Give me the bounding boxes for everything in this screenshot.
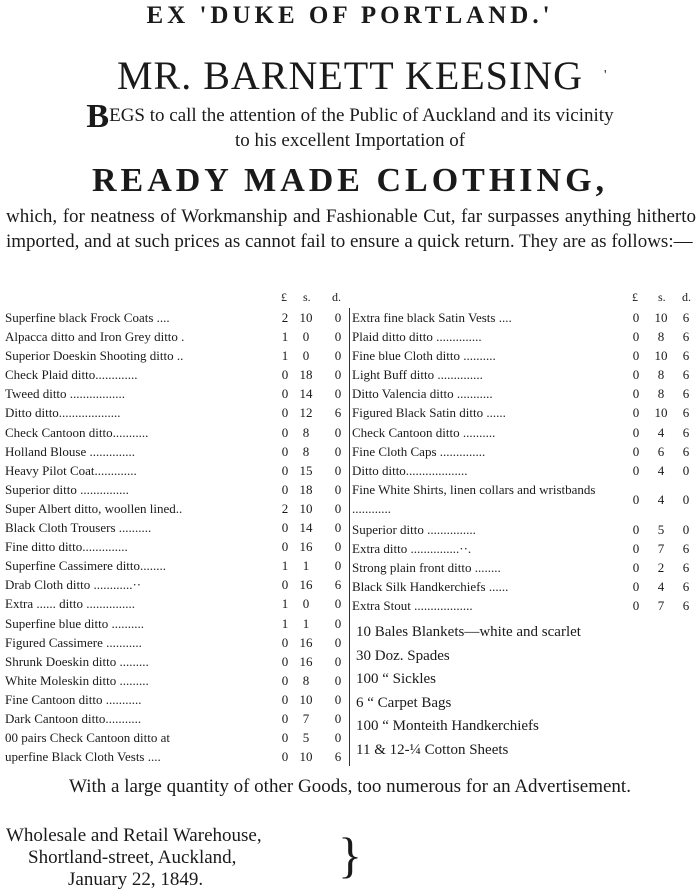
price-shillings: 2	[657, 560, 665, 576]
item-name: Plaid ditto ditto ..............	[352, 329, 482, 345]
intro-line-1: EGS to call the attention of the Public of Auckland and its vicinity	[109, 105, 614, 126]
price-pence: 0	[334, 310, 342, 325]
price-pounds: 0	[281, 634, 289, 650]
price-pounds: 0	[632, 521, 640, 537]
price-row	[5, 575, 348, 594]
price-row	[352, 520, 700, 539]
price-row	[352, 403, 700, 422]
price-shillings: 14	[299, 386, 313, 402]
price-pence: 6	[334, 749, 342, 765]
item-name: Ditto ditto...................	[352, 462, 468, 478]
price-pence: 6	[682, 348, 690, 364]
price-shillings: 14	[299, 520, 313, 536]
price-shillings: 8	[302, 443, 310, 459]
price-pounds: 0	[632, 405, 640, 421]
price-pence: 6	[682, 405, 690, 421]
item-name: Superfine blue ditto ..........	[5, 615, 145, 631]
price-shillings: 8	[302, 424, 310, 440]
item-name: Figured Black Satin ditto ......	[352, 405, 506, 421]
price-pence: 0	[334, 348, 342, 364]
price-pounds: 0	[281, 691, 289, 707]
item-name: Light Buff ditto ..............	[352, 367, 483, 383]
intro-text	[4, 98, 696, 153]
price-shillings: 10	[299, 749, 313, 765]
price-pounds: 0	[281, 749, 289, 765]
price-row	[5, 652, 348, 671]
price-pounds: 0	[632, 367, 640, 383]
item-name: White Moleskin ditto .........	[5, 672, 149, 688]
price-shillings: 18	[299, 481, 313, 497]
price-pence: 0	[334, 329, 342, 345]
price-pounds: 0	[281, 481, 289, 497]
price-shillings: 4	[657, 491, 665, 507]
item-name: Superior ditto ...............	[352, 521, 476, 537]
item-name: uperfine Black Cloth Vests ....	[5, 749, 161, 765]
price-pounds: 0	[632, 491, 640, 507]
item-name: Tweed ditto .................	[5, 386, 126, 402]
item-name: Super Albert ditto, woollen lined..	[5, 500, 183, 516]
item-name: Check Cantoon ditto...........	[5, 424, 149, 440]
price-pence: 0	[334, 424, 342, 440]
price-row	[352, 596, 700, 615]
price-row	[5, 728, 348, 747]
item-name: Fine blue Cloth ditto ..........	[352, 348, 496, 364]
price-row	[352, 346, 700, 365]
shillings-header: s.	[303, 290, 311, 304]
footer-line-3: January 22, 1849.	[68, 869, 204, 890]
price-row	[5, 480, 348, 499]
price-pounds: 0	[281, 577, 289, 593]
price-row	[5, 690, 348, 709]
price-shillings: 0	[302, 329, 310, 345]
misc-goods-item: 10 Bales Blankets—white and scarlet	[356, 624, 581, 641]
price-pounds: 0	[281, 462, 289, 478]
misc-goods-item: 11 & 12-¼ Cotton Sheets	[356, 741, 509, 758]
price-pence: 0	[682, 462, 690, 478]
price-header-right	[352, 290, 700, 308]
price-pence: 0	[334, 653, 342, 669]
price-shillings: 10	[299, 310, 313, 325]
price-shillings: 1	[302, 558, 310, 574]
merchant-name: MR. BARNETT KEESING	[116, 53, 584, 98]
item-name: Extra ditto ...............··.	[352, 540, 472, 556]
headline: READY MADE CLOTHING,	[91, 162, 609, 199]
item-name: 00 pairs Check Cantoon ditto at	[5, 730, 171, 746]
price-pence: 6	[682, 560, 690, 576]
price-pounds: 0	[281, 386, 289, 402]
price-pounds: 1	[281, 615, 289, 631]
intro-line-2: to his excellent Importation of	[234, 130, 466, 151]
price-pounds: 0	[281, 443, 289, 459]
item-name: Check Cantoon ditto ..........	[352, 424, 496, 440]
price-row	[352, 384, 700, 403]
item-name: Fine ditto ditto..............	[5, 539, 128, 555]
price-shillings: 5	[657, 521, 665, 537]
misc-goods-list	[352, 621, 700, 762]
price-row	[5, 671, 348, 690]
stray-mark: '	[604, 68, 607, 83]
price-pounds: 0	[632, 462, 640, 478]
price-row	[5, 556, 348, 575]
price-shillings: 16	[299, 634, 313, 650]
price-shillings: 10	[299, 691, 313, 707]
price-pounds: 0	[632, 329, 640, 345]
price-shillings: 5	[302, 730, 310, 746]
price-pence: 6	[682, 443, 690, 459]
price-shillings: 10	[299, 500, 313, 516]
misc-goods-item: 6 “ Carpet Bags	[356, 694, 452, 711]
price-pounds: 0	[632, 424, 640, 440]
price-row	[5, 709, 348, 728]
item-name: Dark Cantoon ditto...........	[5, 710, 142, 726]
price-pence: 0	[682, 491, 690, 507]
price-shillings: 4	[657, 462, 665, 478]
left-column	[5, 290, 348, 766]
price-pounds: 0	[281, 653, 289, 669]
brace-glyph: }	[338, 827, 362, 883]
price-pounds: 0	[281, 424, 289, 440]
price-pence: 6	[682, 598, 690, 614]
price-pounds: 0	[632, 348, 640, 364]
price-pounds: 1	[281, 329, 289, 345]
pence-header: d.	[682, 290, 691, 304]
price-pence: 0	[334, 500, 342, 516]
price-pence: 0	[334, 367, 342, 383]
misc-goods-item: 100 “ Monteith Handkerchiefs	[356, 718, 539, 735]
ship-heading: EX 'DUKE OF PORTLAND.'	[146, 2, 554, 29]
price-pounds: 0	[632, 598, 640, 614]
price-row	[5, 499, 348, 518]
column-divider	[349, 308, 350, 766]
price-shillings: 12	[299, 405, 313, 421]
price-row	[352, 365, 700, 384]
right-item-list	[352, 308, 700, 615]
price-pence: 0	[334, 462, 342, 478]
pence-header: d.	[332, 290, 341, 304]
price-shillings: 16	[299, 577, 313, 593]
price-shillings: 7	[657, 540, 665, 556]
price-row	[5, 442, 348, 461]
price-shillings: 8	[657, 367, 665, 383]
price-row	[5, 308, 348, 327]
price-pence: 0	[334, 481, 342, 497]
price-shillings: 10	[654, 405, 668, 421]
price-pence: 0	[334, 539, 342, 555]
price-row	[352, 423, 700, 442]
price-pounds: 0	[281, 730, 289, 746]
price-pence: 6	[682, 579, 690, 595]
item-name: Heavy Pilot Coat.............	[5, 462, 137, 478]
price-row	[5, 594, 348, 613]
right-column	[352, 290, 700, 762]
price-shillings: 7	[302, 710, 310, 726]
price-pounds: 0	[281, 405, 289, 421]
price-row	[352, 461, 700, 480]
item-name: Superfine Cassimere ditto........	[5, 558, 167, 574]
price-pence: 6	[334, 405, 342, 421]
price-pounds: 0	[632, 540, 640, 556]
price-pence: 6	[682, 367, 690, 383]
price-shillings: 6	[657, 443, 665, 459]
price-row	[352, 308, 700, 327]
item-name: Drab Cloth ditto ............··	[5, 577, 142, 593]
price-pence: 6	[682, 386, 690, 402]
item-name: Superfine black Frock Coats ....	[5, 310, 170, 325]
price-pounds: 0	[281, 520, 289, 536]
item-name: Fine Cloth Caps ..............	[352, 443, 486, 459]
price-pence: 6	[682, 329, 690, 345]
price-pence: 0	[682, 521, 690, 537]
price-pence: 0	[334, 691, 342, 707]
price-shillings: 16	[299, 539, 313, 555]
description: which, for neatness of Workmanship and Fashionable Cut, far surpasses anything hitherto imported, and at such prices as cannot fail to ensure a quick return. They are as follows:—	[6, 206, 696, 252]
price-pounds: 1	[281, 558, 289, 574]
item-name: Strong plain front ditto ........	[352, 560, 501, 576]
price-pence: 0	[334, 634, 342, 650]
shillings-header: s.	[658, 290, 666, 304]
price-row	[352, 327, 700, 346]
price-pounds: 0	[281, 367, 289, 383]
price-shillings: 7	[657, 598, 665, 614]
price-row	[5, 365, 348, 384]
price-shillings: 1	[302, 615, 310, 631]
price-shillings: 4	[657, 579, 665, 595]
price-pounds: 0	[281, 672, 289, 688]
price-pounds: 0	[632, 386, 640, 402]
price-pounds: 1	[281, 596, 289, 612]
price-pounds: 0	[281, 539, 289, 555]
price-row	[352, 558, 700, 577]
price-list	[0, 290, 700, 768]
price-pounds: 2	[281, 500, 289, 516]
price-row	[352, 539, 700, 558]
price-row	[352, 480, 700, 520]
price-row	[5, 614, 348, 633]
price-shillings: 18	[299, 367, 313, 383]
price-shillings: 10	[654, 348, 668, 364]
price-row	[5, 461, 348, 480]
price-row	[5, 346, 348, 365]
price-row	[5, 747, 348, 766]
item-name: Extra ...... ditto ...............	[5, 596, 135, 612]
price-shillings: 8	[302, 672, 310, 688]
item-name: Extra fine black Satin Vests ....	[352, 310, 512, 325]
price-row	[5, 403, 348, 422]
item-name: Extra Stout ..................	[352, 598, 473, 614]
price-row	[352, 577, 700, 596]
item-name: Black Silk Handkerchiefs ......	[352, 579, 509, 595]
misc-goods-item: 100 “ Sickles	[356, 671, 436, 688]
price-pence: 0	[334, 558, 342, 574]
price-shillings: 4	[657, 424, 665, 440]
price-pence: 6	[334, 577, 342, 593]
footer-line-1: Wholesale and Retail Warehouse,	[6, 825, 262, 846]
left-item-list	[5, 308, 348, 766]
price-pence: 6	[682, 310, 690, 325]
price-pence: 0	[334, 615, 342, 631]
footer-address	[6, 825, 346, 891]
price-shillings: 16	[299, 653, 313, 669]
price-pounds: 0	[632, 579, 640, 595]
price-row	[5, 633, 348, 652]
price-row	[5, 327, 348, 346]
price-pence: 0	[334, 672, 342, 688]
item-name: Shrunk Doeskin ditto .........	[5, 653, 149, 669]
item-name: Superior ditto ...............	[5, 481, 129, 497]
closing-text: With a large quantity of other Goods, too numerous for an Advertisement.	[69, 776, 631, 797]
dropcap-letter: B	[86, 98, 110, 135]
price-row	[352, 442, 700, 461]
price-pence: 6	[682, 540, 690, 556]
price-pounds: 0	[632, 560, 640, 576]
price-pence: 0	[334, 520, 342, 536]
price-header-left	[5, 290, 348, 308]
price-pence: 0	[334, 710, 342, 726]
item-name: Holland Blouse ..............	[5, 443, 135, 459]
item-name: Ditto Valencia ditto ...........	[352, 386, 493, 402]
price-shillings: 8	[657, 329, 665, 345]
price-pence: 0	[334, 386, 342, 402]
price-shillings: 8	[657, 386, 665, 402]
price-row	[5, 537, 348, 556]
price-pence: 0	[334, 730, 342, 746]
item-name: Check Plaid ditto.............	[5, 367, 138, 383]
price-shillings: 0	[302, 596, 310, 612]
price-shillings: 0	[302, 348, 310, 364]
price-pounds: 1	[281, 348, 289, 364]
price-row	[5, 423, 348, 442]
price-pounds: 0	[632, 310, 640, 325]
footer-line-2: Shortland-street, Auckland,	[28, 847, 237, 868]
item-name: Superior Doeskin Shooting ditto ..	[5, 348, 184, 364]
item-name: Fine White Shirts, linen collars and wristbands ............	[352, 481, 596, 516]
price-row	[5, 384, 348, 403]
item-name: Ditto ditto...................	[5, 405, 121, 421]
pounds-header: £	[281, 290, 287, 304]
item-name: Figured Cassimere ...........	[5, 634, 142, 650]
item-name: Alpacca ditto and Iron Grey ditto .	[5, 329, 185, 345]
price-pounds: 2	[281, 310, 289, 325]
pounds-header: £	[632, 290, 638, 304]
price-shillings: 15	[299, 462, 313, 478]
item-name: Fine Cantoon ditto ...........	[5, 691, 142, 707]
price-shillings: 10	[654, 310, 668, 325]
price-pence: 0	[334, 596, 342, 612]
price-row	[5, 518, 348, 537]
price-pounds: 0	[632, 443, 640, 459]
price-pence: 0	[334, 443, 342, 459]
item-name: Black Cloth Trousers ..........	[5, 520, 152, 536]
misc-goods-item: 30 Doz. Spades	[356, 647, 450, 664]
price-pence: 6	[682, 424, 690, 440]
price-pounds: 0	[281, 710, 289, 726]
